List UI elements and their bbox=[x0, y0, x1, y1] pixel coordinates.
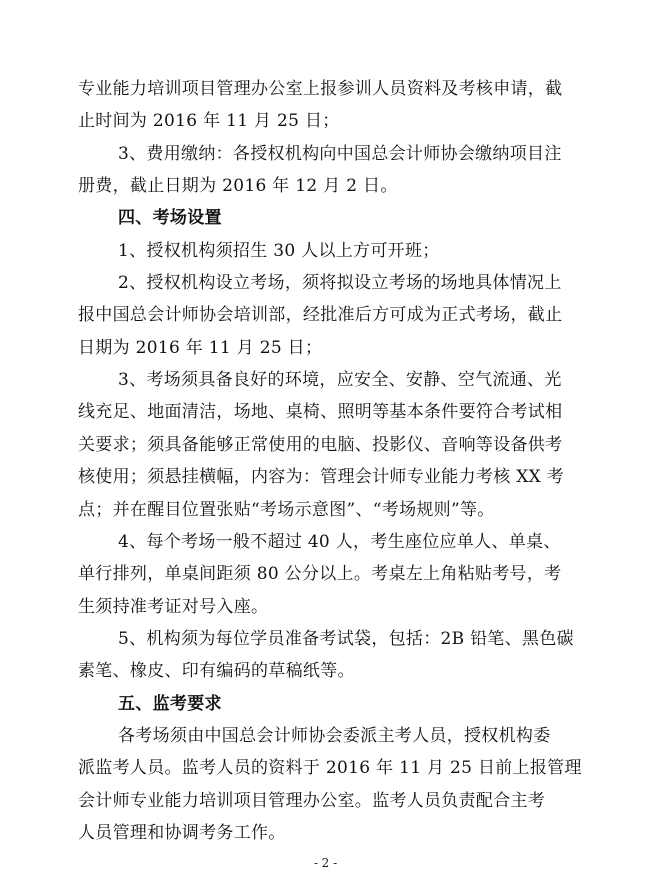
paragraph-line: 单行排列，单桌间距须 80 公分以上。考桌左上角粘贴考号，考 bbox=[78, 564, 562, 584]
section-heading: 四、考场设置 bbox=[118, 208, 222, 228]
paragraph-line: 3、费用缴纳：各授权机构向中国总会计师协会缴纳项目注 bbox=[118, 144, 562, 164]
paragraph-line: 报中国总会计师协会培训部，经批准后方可成为正式考场，截止 bbox=[78, 305, 563, 325]
page-number: - 2 - bbox=[313, 856, 338, 870]
paragraph-line: 素笔、橡皮、印有编码的草稿纸等。 bbox=[78, 661, 355, 681]
paragraph-line: 4、每个考场一般不超过 40 人，考生座位应单人、单桌、 bbox=[118, 532, 561, 552]
paragraph-line: 1、授权机构须招生 30 人以上方可开班； bbox=[118, 241, 440, 261]
paragraph-line: 点；并在醒目位置张贴“考场示意图”、“考场规则”等。 bbox=[78, 500, 495, 520]
paragraph-line: 各考场须由中国总会计师协会委派主考人员，授权机构委 bbox=[118, 726, 551, 746]
paragraph-line: 专业能力培训项目管理办公室上报参训人员资料及考核申请，截 bbox=[78, 79, 563, 99]
paragraph-line: 2、授权机构设立考场，须将拟设立考场的场地具体情况上 bbox=[118, 273, 562, 293]
paragraph-line: 线充足、地面清洁，场地、桌椅、照明等基本条件要符合考试相 bbox=[78, 402, 563, 422]
paragraph-line: 会计师专业能力培训项目管理办公室。监考人员负责配合主考 bbox=[78, 791, 546, 811]
paragraph-line: 5、机构须为每位学员准备考试袋，包括：2B 铅笔、黑色碳 bbox=[118, 629, 574, 649]
section-heading: 五、监考要求 bbox=[118, 694, 222, 714]
paragraph-line: 止时间为 2016 年 11 月 25 日； bbox=[78, 111, 340, 131]
paragraph-line: 日期为 2016 年 11 月 25 日； bbox=[78, 338, 323, 358]
paragraph-line: 册费，截止日期为 2016 年 12 月 2 日。 bbox=[78, 176, 398, 196]
paragraph-line: 3、考场须具备良好的环境，应安全、安静、空气流通、光 bbox=[118, 370, 562, 390]
paragraph-line: 生须持准考证对号入座。 bbox=[78, 597, 269, 617]
paragraph-line: 人员管理和协调考务工作。 bbox=[78, 823, 286, 843]
paragraph-line: 关要求；须具备能够正常使用的电脑、投影仪、音响等设备供考 bbox=[78, 435, 563, 455]
paragraph-line: 派监考人员。监考人员的资料于 2016 年 11 月 25 日前上报管理 bbox=[78, 758, 582, 778]
paragraph-line: 核使用；须悬挂横幅，内容为：管理会计师专业能力考核 XX 考 bbox=[78, 467, 565, 487]
